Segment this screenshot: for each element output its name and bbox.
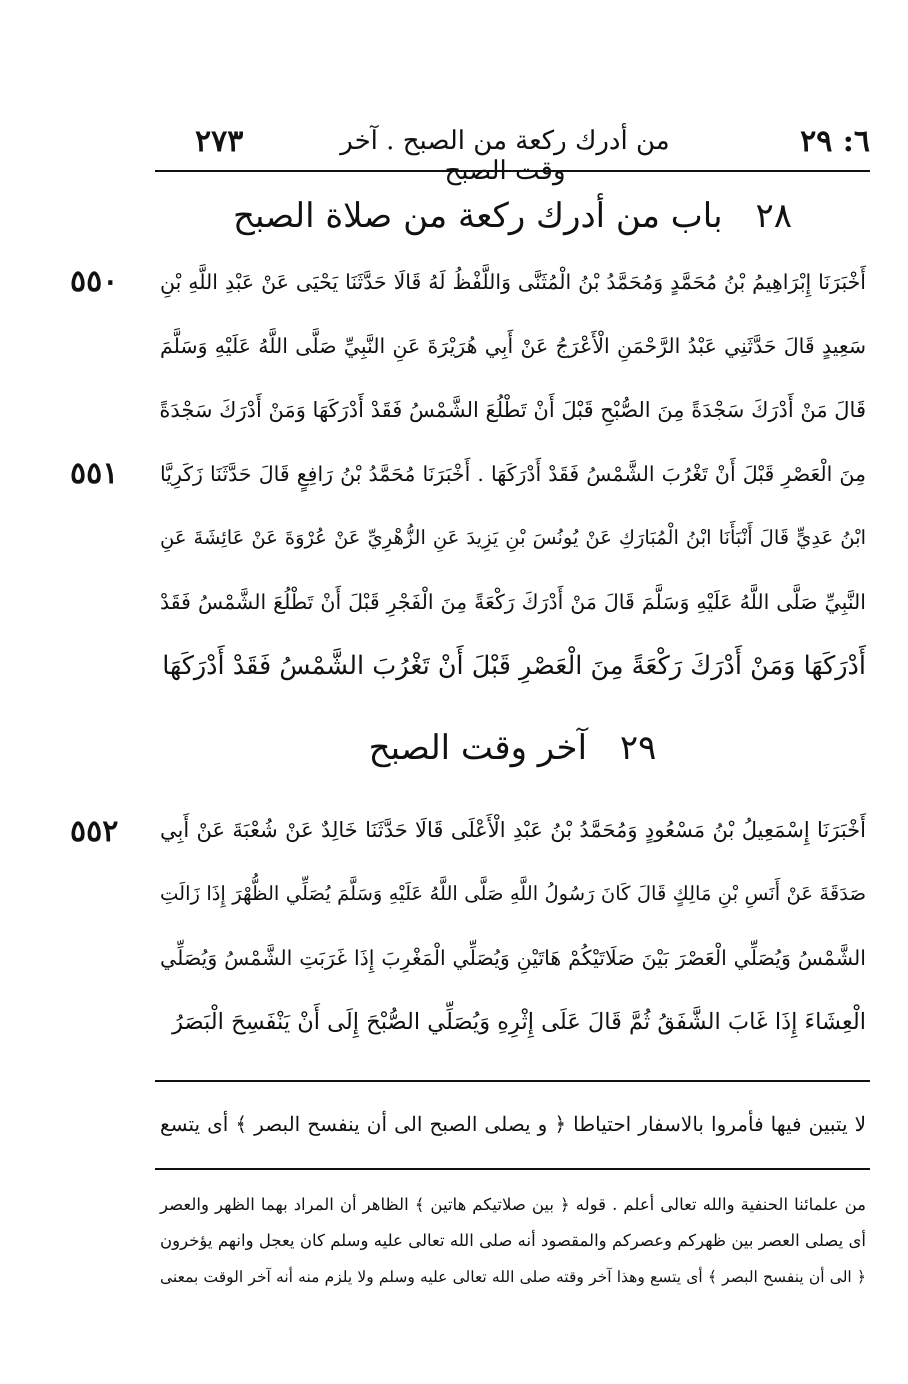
header-rule bbox=[155, 170, 870, 172]
volume-reference: ٦: ٢٩ bbox=[800, 124, 870, 159]
footnote-rule bbox=[155, 1168, 870, 1170]
hadith-text-line: قَالَ مَنْ أَدْرَكَ سَجْدَةً مِنَ الصُّبْحِ قَبْلَ أَنْ تَطْلُعَ الشَّمْسُ فَقَدْ أَدْرَكَهَا وَمَنْ أَدْرَكَ سَجْدَةً bbox=[159, 398, 866, 422]
hadith-number-550: ٥٥٠ bbox=[70, 264, 119, 299]
hadith-text-line: مِنَ الْعَصْرِ قَبْلَ أَنْ تَغْرُبَ الشَّمْسُ فَقَدْ أَدْرَكَهَا . أَخْبَرَنَا مُحَمَّدُ بْنُ رَافِعٍ قَالَ حَدَّثَنَا زَكَرِيَّا bbox=[160, 462, 866, 486]
chapter-number: ٢٩ bbox=[619, 728, 657, 768]
chapter-heading-28 bbox=[155, 196, 870, 236]
running-header bbox=[155, 118, 870, 186]
commentary-line: لا يتبين فيها فأمروا بالاسفار احتياطا ﴿ و يصلى الصبح الى أن ينفسح البصر ﴾ أى يتسع bbox=[160, 1112, 866, 1136]
hadith-text-line: سَعِيدٍ قَالَ حَدَّثَنِي عَبْدُ الرَّحْمَنِ الْأَعْرَجُ عَنْ أَبِي هُرَيْرَةَ عَنِ النَّبِيِّ صَلَّى اللَّهُ عَلَيْهِ وَسَلَّمَ bbox=[160, 334, 866, 358]
footnote-line: من علمائنا الحنفية والله تعالى أعلم . قوله ﴿ بين صلاتيكم هاتين ﴾ الظاهر أن المراد بهما الظهر والعصر bbox=[160, 1195, 866, 1214]
hadith-text-line: ابْنُ عَدِيٍّ قَالَ أَنْبَأَنَا ابْنُ الْمُبَارَكِ عَنْ يُونُسَ بْنِ يَزِيدَ عَنِ الزُّهْرِيِّ عَنْ عُرْوَةَ عَنْ عَائِشَةَ عَنِ bbox=[160, 526, 866, 549]
hadith-text-line: أَخْبَرَنَا إِبْرَاهِيمُ بْنُ مُحَمَّدٍ وَمُحَمَّدُ بْنُ الْمُثَنَّى وَاللَّفْظُ لَهُ قَالَا حَدَّثَنَا يَحْيَى عَنْ عَبْدِ اللَّهِ بْنِ bbox=[160, 270, 866, 294]
hadith-text-line: أَخْبَرَنَا إِسْمَعِيلُ بْنُ مَسْعُودٍ وَمُحَمَّدُ بْنُ عَبْدِ الْأَعْلَى قَالَا حَدَّثَنَا خَالِدٌ عَنْ شُعْبَةَ عَنْ أَبِي bbox=[160, 818, 866, 842]
hadith-text-line: أَدْرَكَهَا وَمَنْ أَدْرَكَ رَكْعَةً مِنَ الْعَصْرِ قَبْلَ أَنْ تَغْرُبَ الشَّمْسُ فَقَدْ أَدْرَكَهَا bbox=[162, 651, 866, 681]
hadith-text-line: النَّبِيِّ صَلَّى اللَّهُ عَلَيْهِ وَسَلَّمَ قَالَ مَنْ أَدْرَكَ رَكْعَةً مِنَ الْفَجْرِ قَبْلَ أَنْ تَطْلُعَ الشَّمْسُ فَقَدْ bbox=[160, 590, 866, 614]
chapter-number: ٢٨ bbox=[755, 196, 792, 236]
hadith-text-line: الشَّمْسُ وَيُصَلِّي الْعَصْرَ بَيْنَ صَلَاتَيْكُمْ هَاتَيْنِ وَيُصَلِّي الْمَغْرِبَ إِذَا غَرَبَتِ الشَّمْسُ وَيُصَلِّي bbox=[160, 946, 866, 970]
hadith-number-552: ٥٥٢ bbox=[70, 814, 119, 849]
chapter-title: آخر وقت الصبح bbox=[368, 728, 588, 768]
chapter-heading-29 bbox=[155, 728, 870, 768]
hadith-text-line: صَدَقَةَ عَنْ أَنَسِ بْنِ مَالِكٍ قَالَ كَانَ رَسُولُ اللَّهِ صَلَّى اللَّهُ عَلَيْهِ وَسَلَّمَ يُصَلِّي الظُّهْرَ إِذَا زَالَتِ bbox=[160, 882, 866, 905]
footnote-line: ﴿ الى أن ينفسح البصر ﴾ أى يتسع وهذا آخر وقته صلى الله تعالى عليه وسلم ولا يلزم منه أنه آخر الوقت بمعنى bbox=[160, 1268, 866, 1286]
footnote-line: أى يصلى العصر بين ظهركم وعصركم والمقصود أنه صلى الله تعالى عليه وسلم كان يعجل وانهم يؤخرون bbox=[160, 1231, 866, 1250]
hadith-text-line: الْعِشَاءَ إِذَا غَابَ الشَّفَقُ ثُمَّ قَالَ عَلَى إِثْرِهِ وَيُصَلِّي الصُّبْحَ إِلَى أَنْ يَنْفَسِحَ الْبَصَرُ bbox=[172, 1009, 866, 1035]
running-title: من أدرك ركعة من الصبح . آخر وقت الصبح bbox=[340, 126, 670, 186]
chapter-title: باب من أدرك ركعة من صلاة الصبح bbox=[233, 196, 723, 236]
page-number: ٢٧٣ bbox=[195, 124, 244, 159]
hadith-number-551: ٥٥١ bbox=[70, 456, 119, 491]
commentary-rule bbox=[155, 1080, 870, 1082]
